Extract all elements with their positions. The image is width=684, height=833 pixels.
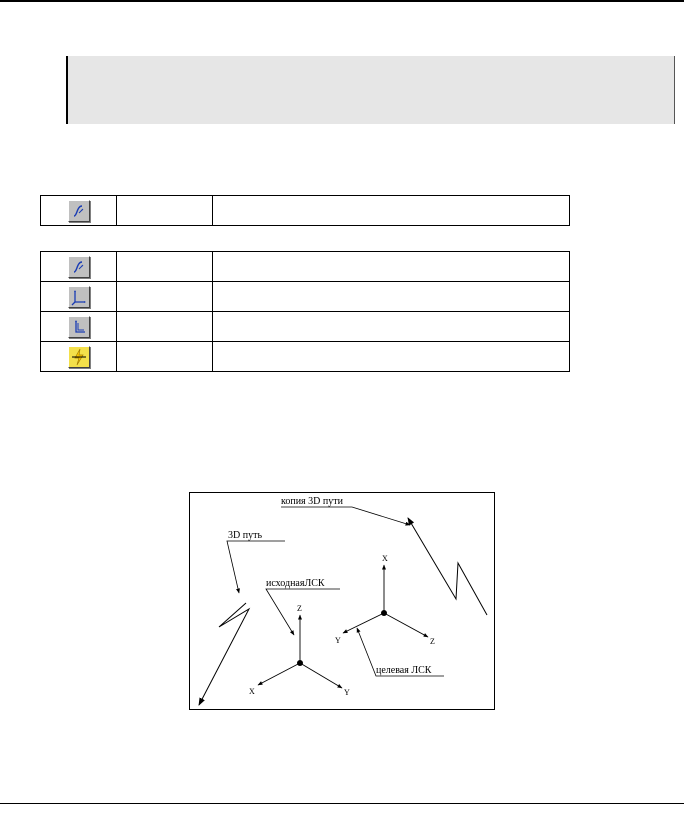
path-3d-polyline — [199, 603, 249, 705]
toolbar-table-1 — [40, 195, 570, 226]
tool-description-cell — [213, 312, 570, 342]
source-ucs-origin — [297, 660, 303, 666]
tool-description-cell — [213, 252, 570, 282]
table-row — [41, 342, 570, 372]
source-ucs-leader — [266, 589, 340, 635]
path-label: 3D путь — [228, 530, 263, 541]
table-row — [41, 252, 570, 282]
target-ucs-z-label: Z — [430, 637, 435, 646]
tool-name-cell — [117, 312, 213, 342]
target-ucs-z-axis — [384, 613, 428, 637]
target-ucs-y-axis — [343, 613, 384, 633]
curve-3d-path-icon[interactable] — [68, 200, 90, 222]
tool-description-cell — [213, 342, 570, 372]
lightning-icon[interactable] — [68, 346, 90, 368]
table-row — [41, 282, 570, 312]
source-ucs-y-label: Y — [344, 688, 350, 697]
tool-description-cell — [213, 282, 570, 312]
path-copy-leader — [281, 507, 410, 525]
icon-cell — [41, 252, 117, 282]
path-copy-label: копия 3D пути — [281, 496, 343, 507]
table-row — [41, 312, 570, 342]
table-row — [41, 196, 570, 226]
target-ucs-y-label: Y — [335, 636, 341, 645]
source-ucs-x-axis — [258, 663, 300, 685]
target-ucs-label: целевая ЛСК — [376, 665, 432, 676]
source-ucs-x-label: X — [249, 687, 255, 696]
axes-corner-icon[interactable] — [68, 316, 90, 338]
ucs-copy-figure — [189, 492, 495, 710]
figure-drawing — [190, 493, 496, 711]
tool-name-cell — [117, 196, 213, 226]
note-box — [66, 56, 675, 124]
source-ucs-label: исходнаяЛСК — [266, 578, 325, 589]
toolbar-table-2 — [40, 251, 570, 372]
page-bottom-rule — [0, 803, 684, 804]
source-ucs-y-axis — [300, 663, 342, 688]
tool-name-cell — [117, 342, 213, 372]
tool-name-cell — [117, 282, 213, 312]
page-top-rule — [0, 0, 684, 2]
axes-xy-icon[interactable] — [68, 286, 90, 308]
icon-cell — [41, 196, 117, 226]
source-ucs-z-label: Z — [297, 604, 302, 613]
icon-cell — [41, 282, 117, 312]
tool-name-cell — [117, 252, 213, 282]
icon-cell — [41, 342, 117, 372]
icon-cell — [41, 312, 117, 342]
tool-description-cell — [213, 196, 570, 226]
path-copy-polyline — [408, 518, 487, 615]
curve-3d-path-icon[interactable] — [68, 256, 90, 278]
target-ucs-x-label: X — [382, 554, 388, 563]
target-ucs-origin — [381, 610, 387, 616]
